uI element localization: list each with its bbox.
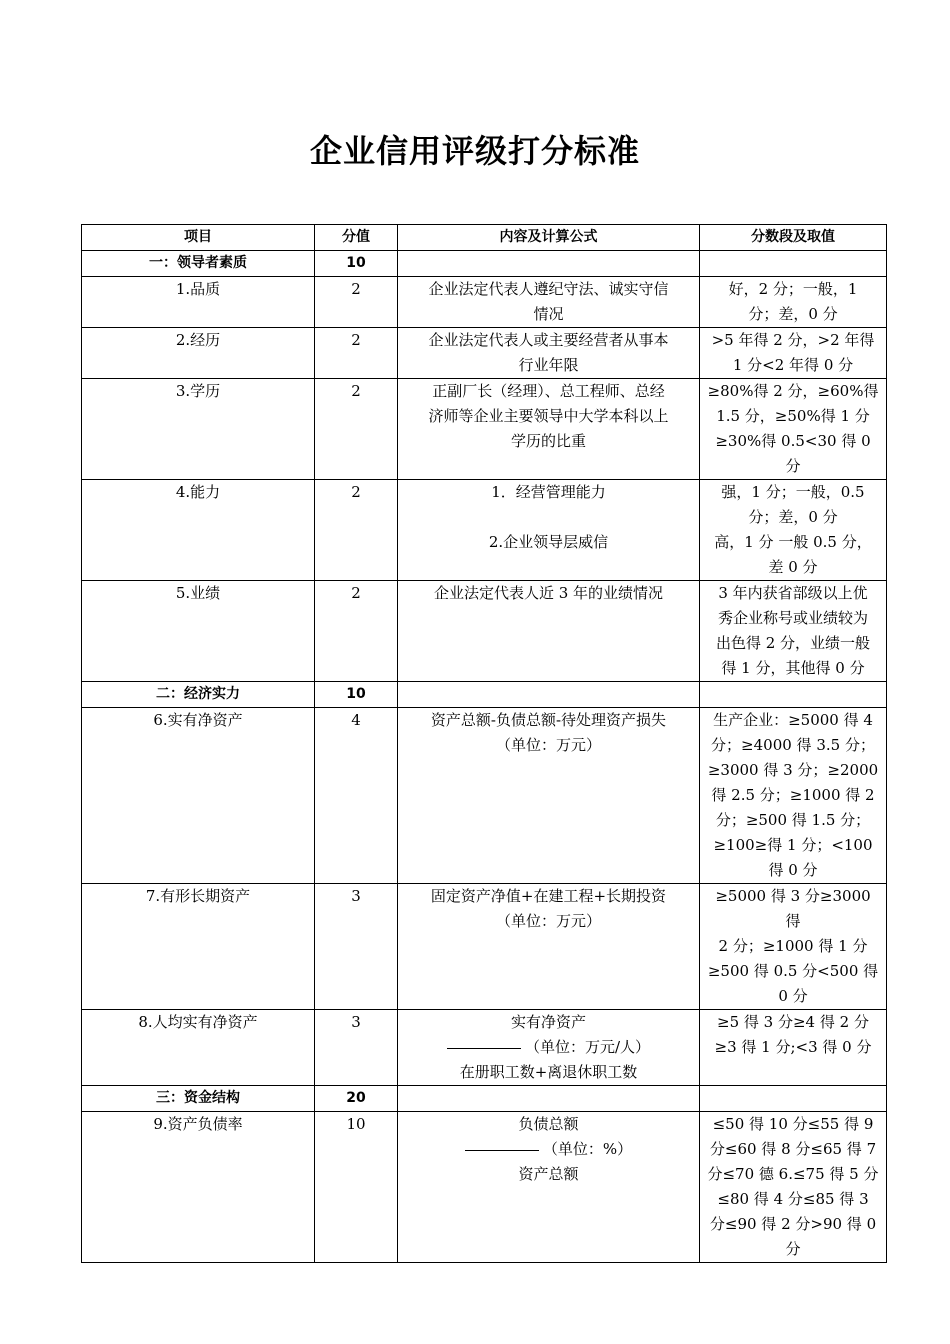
content-cell: 正副厂长（经理）、总工程师、总经 济师等企业主要领导中大学本科以上 学历的比重 [398,379,700,480]
item-cell: 7.有形长期资产 [82,884,315,1010]
fraction-bar [447,1048,521,1049]
range-cell: 强，1 分；一般，0.5 分；差，0 分 高，1 分 一般 0.5 分， 差 0 分 [700,480,887,581]
header-content: 内容及计算公式 [398,225,700,251]
formula-fraction-line [410,1137,687,1162]
score-cell: 10 [315,1112,398,1263]
section-name: 三：资金结构 [82,1086,315,1112]
table-row [82,1010,887,1086]
table-row [82,328,887,379]
section-name: 一：领导者素质 [82,251,315,277]
formula-fraction-line [410,1035,687,1060]
item-cell: 5.业绩 [82,581,315,682]
item-cell: 6.实有净资产 [82,708,315,884]
section-row [82,1086,887,1112]
header-item: 项目 [82,225,315,251]
section-score: 10 [315,251,398,277]
score-cell: 2 [315,277,398,328]
table-row [82,379,887,480]
range-cell: >5 年得 2 分，>2 年得 1 分<2 年得 0 分 [700,328,887,379]
item-cell: 1.品质 [82,277,315,328]
score-cell: 3 [315,884,398,1010]
table-row [82,581,887,682]
formula-unit: （单位：%） [542,1140,633,1158]
content-cell: 企业法定代表人遵纪守法、诚实守信 情况 [398,277,700,328]
formula-denominator: 在册职工数+离退休职工数 [459,1063,638,1081]
content-cell: 企业法定代表人近 3 年的业绩情况 [398,581,700,682]
content-cell: 1．经营管理能力 2.企业领导层威信 [398,480,700,581]
range-cell: ≤50 得 10 分≤55 得 9 分≤60 得 8 分≤65 得 7 分≤70 德 6.≤75 得 5 分 ≤80 得 4 分≤85 得 3 分≤90 得 2 分>90 得 0 分 [700,1112,887,1263]
section-row [82,251,887,277]
range-cell: 生产企业：≥5000 得 4 分；≥4000 得 3.5 分； ≥3000 得 3 分；≥2000 得 2.5 分；≥1000 得 2 分；≥500 得 1.5 分； ≥100≥得 1 分；<100 得 0 分 [700,708,887,884]
score-cell: 2 [315,328,398,379]
content-cell: 固定资产净值+在建工程+长期投资 （单位：万元） [398,884,700,1010]
table-row [82,884,887,1010]
score-cell: 3 [315,1010,398,1086]
section-name: 二：经济实力 [82,682,315,708]
formula-cell [398,1010,700,1086]
formula-numerator: 负债总额 [518,1115,579,1133]
header-range: 分数段及取值 [700,225,887,251]
range-cell: ≥5 得 3 分≥4 得 2 分 ≥3 得 1 分;<3 得 0 分 [700,1010,887,1086]
item-cell: 2.经历 [82,328,315,379]
formula-unit: （单位：万元/人） [524,1038,651,1056]
range-cell: ≥5000 得 3 分≥3000 得 2 分；≥1000 得 1 分 ≥500 得 0.5 分<500 得 0 分 [700,884,887,1010]
scoring-table [81,224,887,1263]
formula-numerator: 实有净资产 [510,1013,586,1031]
item-cell: 9.资产负债率 [82,1112,315,1263]
section-score: 20 [315,1086,398,1112]
item-cell: 3.学历 [82,379,315,480]
table-row [82,708,887,884]
table-row [82,277,887,328]
formula-denominator: 资产总额 [518,1165,579,1183]
content-cell: 企业法定代表人或主要经营者从事本 行业年限 [398,328,700,379]
item-cell: 4.能力 [82,480,315,581]
range-cell: 3 年内获省部级以上优 秀企业称号或业绩较为 出色得 2 分，业绩一般 得 1 分，其他得 0 分 [700,581,887,682]
table-row [82,1112,887,1263]
section-row [82,682,887,708]
score-cell: 2 [315,581,398,682]
item-cell: 8.人均实有净资产 [82,1010,315,1086]
range-cell: ≥80%得 2 分，≥60%得 1.5 分，≥50%得 1 分 ≥30%得 0.5<30 得 0 分 [700,379,887,480]
formula-cell [398,1112,700,1263]
header-score: 分值 [315,225,398,251]
fraction-bar [465,1150,539,1151]
range-cell: 好，2 分；一般，1 分；差，0 分 [700,277,887,328]
score-cell: 2 [315,480,398,581]
score-cell: 2 [315,379,398,480]
page-title: 企业信用评级打分标准 [309,132,640,170]
content-cell: 资产总额-负债总额-待处理资产损失 （单位：万元） [398,708,700,884]
table-row [82,480,887,581]
score-cell: 4 [315,708,398,884]
section-score: 10 [315,682,398,708]
table-header-row [82,225,887,251]
